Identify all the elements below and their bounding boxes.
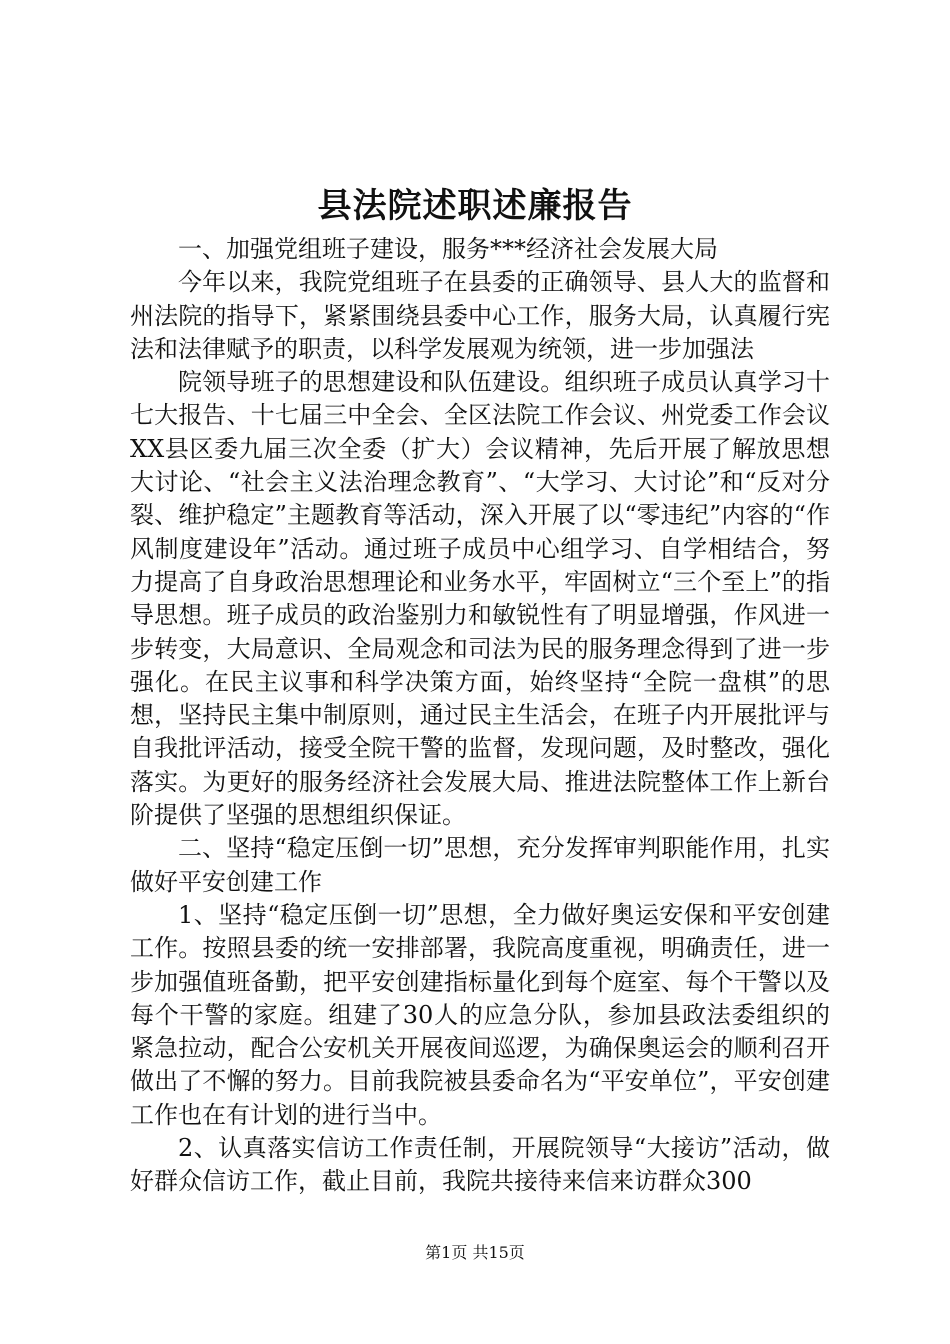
body-paragraph-4: 2、认真落实信访工作责任制，开展院领导“大接访”活动，做好群众信访工作，截止目前，我院共接待来信来访群众300: [130, 1134, 830, 1196]
section-heading-2: 二、坚持“稳定压倒一切”思想，充分发挥审判职能作用，扎实做好平安创建工作: [130, 834, 830, 896]
document-body: [130, 233, 830, 1199]
body-paragraph-1: 今年以来，我院党组班子在县委的正确领导、县人大的监督和州法院的指导下，紧紧围绕县委中心工作，服务大局，认真履行宪法和法律赋予的职责，以科学发展观为统领，进一步加强法: [130, 268, 830, 363]
page-number: 第1页 共15页: [425, 1243, 525, 1262]
body-paragraph-2: 院领导班子的思想建设和队伍建设。组织班子成员认真学习十七大报告、十七届三中全会、全区法院工作会议、州党委工作会议XX县区委九届三次全委（扩大）会议精神，先后开展了解放思想大讨论、“社会主义法治理念教育”、“大学习、大讨论”和“反对分裂、维护稳定”主题教育等活动，深入开展了以“零违纪”内容的“作风制度建设年”活动。通过班子成员中心组学习、自学相结合，努力提高了自身政治思想理论和业务水平，牢固树立“三个至上”的指导思想。班子成员的政治鉴别力和敏锐性有了明显增强，作风进一步转变，大局意识、全局观念和司法为民的服务理念得到了进一步强化。在民主议事和科学决策方面，始终坚持“全院一盘棋”的思想，坚持民主集中制原则，通过民主生活会，在班子内开展批评与自我批评活动，接受全院干警的监督，发现问题，及时整改，强化落实。为更好的服务经济社会发展大局、推进法院整体工作上新台阶提供了坚强的思想组织保证。: [130, 368, 830, 830]
page-footer: [0, 1242, 950, 1264]
body-paragraph-3: 1、坚持“稳定压倒一切”思想，全力做好奥运安保和平安创建工作。按照县委的统一安排部署，我院高度重视，明确责任，进一步加强值班备勤，把平安创建指标量化到每个庭室、每个干警以及每个干警的家庭。组建了30人的应急分队，参加县政法委组织的紧急拉动，配合公安机关开展夜间巡逻，为确保奥运会的顺利召开做出了不懈的努力。目前我院被县委命名为“平安单位”，平安创建工作也在有计划的进行当中。: [130, 900, 830, 1129]
section-heading-1: 一、加强党组班子建设，服务***经济社会发展大局: [178, 235, 718, 263]
document-title: 县法院述职述廉报告: [317, 186, 633, 226]
